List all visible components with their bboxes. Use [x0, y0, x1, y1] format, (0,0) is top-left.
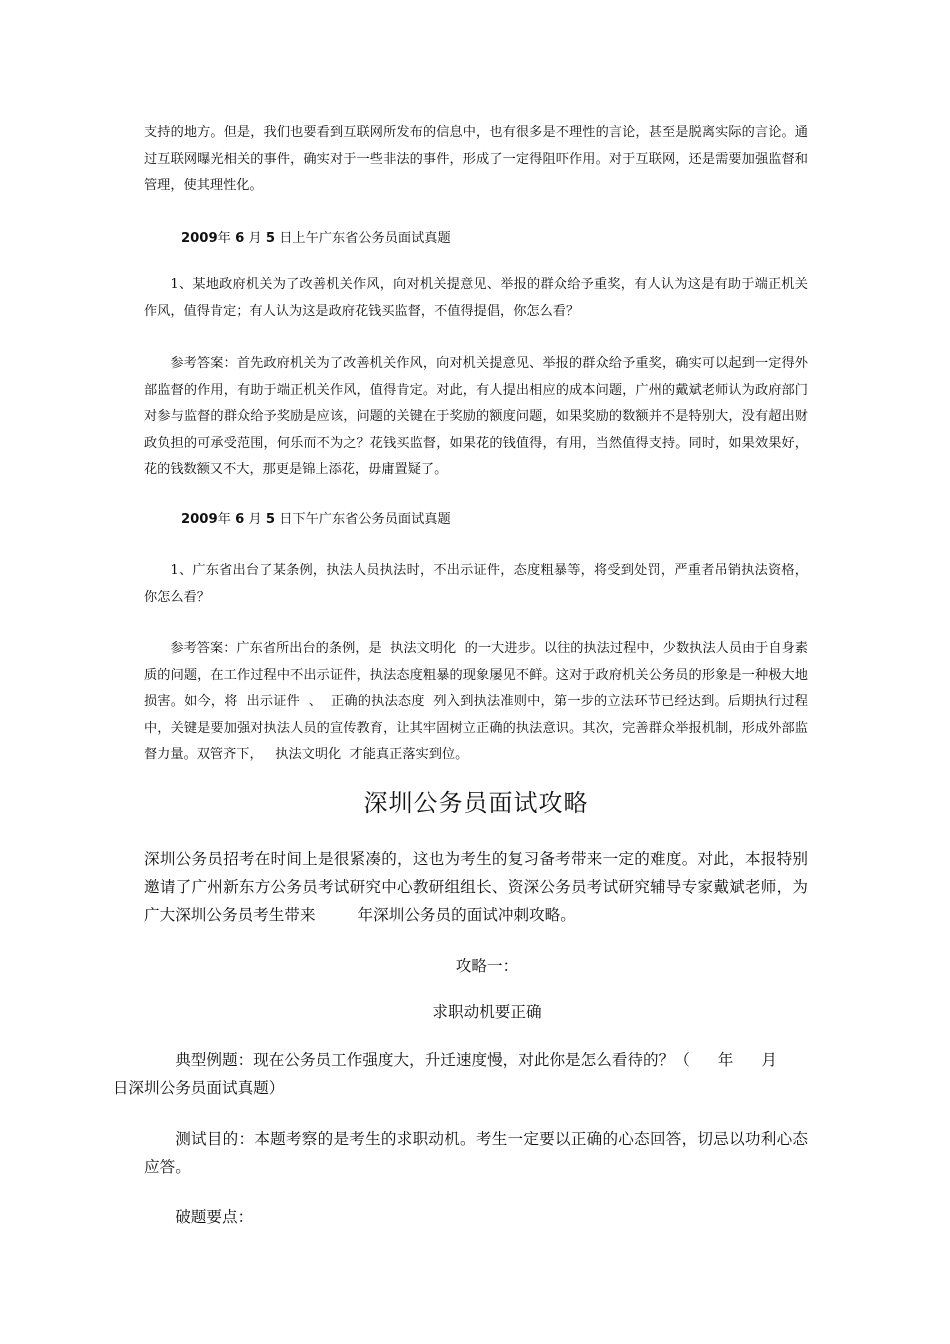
section-title: 深圳公务员面试攻略: [363, 789, 589, 817]
question-1-afternoon: 1、广东省出台了某条例，执法人员执法时，不出示证件，态度粗暴等，将受到处罚，严重者吊销执法资格，你怎么看？: [144, 563, 808, 605]
key-points-label: 破题要点：: [175, 1208, 254, 1226]
heading-afternoon-exam: 2009年 6 月 5 日下午广东省公务员面试真题: [180, 512, 451, 527]
strategy-title: 求职动机要正确: [432, 1003, 542, 1021]
test-purpose: 测试目的：本题考察的是考生的求职动机。考生一定要以正确的心态回答，切忌以功利心态应答。: [144, 1130, 808, 1176]
answer-1-afternoon: 参考答案：广东省所出台的条例，是 执法文明化 的一大进步。以往的执法过程中，少数执法人员由于自身素质的问题，在工作过程中不出示证件，执法态度粗暴的现象屡见不鲜。这对于政府机关公务员的形象是一种极大地损害。如今，将 出示证件 、 正确的执法态度 列入到执法准则中，第一步的立法环节已经达到。后期执行过程中，关键是要加强对执法人员的宣传教育，让其牢固树立正确的执法意识。其次，完善群众举报机制，形成外部监督力量。双管齐下， 执法文明化 才能真正落实到位。: [144, 641, 808, 762]
heading-morning-exam: 2009年 6 月 5 日上午广东省公务员面试真题: [180, 231, 451, 246]
paragraph-intro: 支持的地方。但是，我们也要看到互联网所发布的信息中，也有很多是不理性的言论，甚至是脱离实际的言论。通过互联网曝光相关的事件，确实对于一些非法的事件，形成了一定得阻吓作用。对于互联网，还是需要加强监督和管理，使其理性化。: [144, 125, 808, 193]
section-intro: 深圳公务员招考在时间上是很紧凑的，这也为考生的复习备考带来一定的难度。对此，本报特别邀请了广州新东方公务员考试研究中心教研组组长、资深公务员考试研究辅导专家戴斌老师，为广大深圳公务员考生带来 年深圳公务员的面试冲刺攻略。: [144, 850, 808, 924]
answer-1-morning: 参考答案：首先政府机关为了改善机关作风，向对机关提意见、举报的群众给予重奖，确实可以起到一定得外部监督的作用，有助于端正机关作风，值得肯定。对此，有人提出相应的成本问题，广州的戴斌老师认为政府部门对参与监督的群众给予奖励是应该，问题的关键在于奖励的额度问题，如果奖励的数额并不是特别大，没有超出财政负担的可承受范围，何乐而不为之？花钱买监督，如果花的钱值得，有用，当然值得支持。同时，如果效果好，花的钱数额又不大，那更是锦上添花，毋庸置疑了。: [144, 356, 808, 477]
example-question: 典型例题：现在公务员工作强度大，升迁速度慢，对此你是怎么看待的？（ 年 月 日深圳公务员面试真题）: [112, 1051, 778, 1097]
strategy-label: 攻略一：: [455, 957, 519, 975]
question-1-morning: 1、某地政府机关为了改善机关作风，向对机关提意见、举报的群众给予重奖，有人认为这是有助于端正机关作风，值得肯定；有人认为这是政府花钱买监督，不值得提倡，你怎么看？: [144, 277, 808, 319]
